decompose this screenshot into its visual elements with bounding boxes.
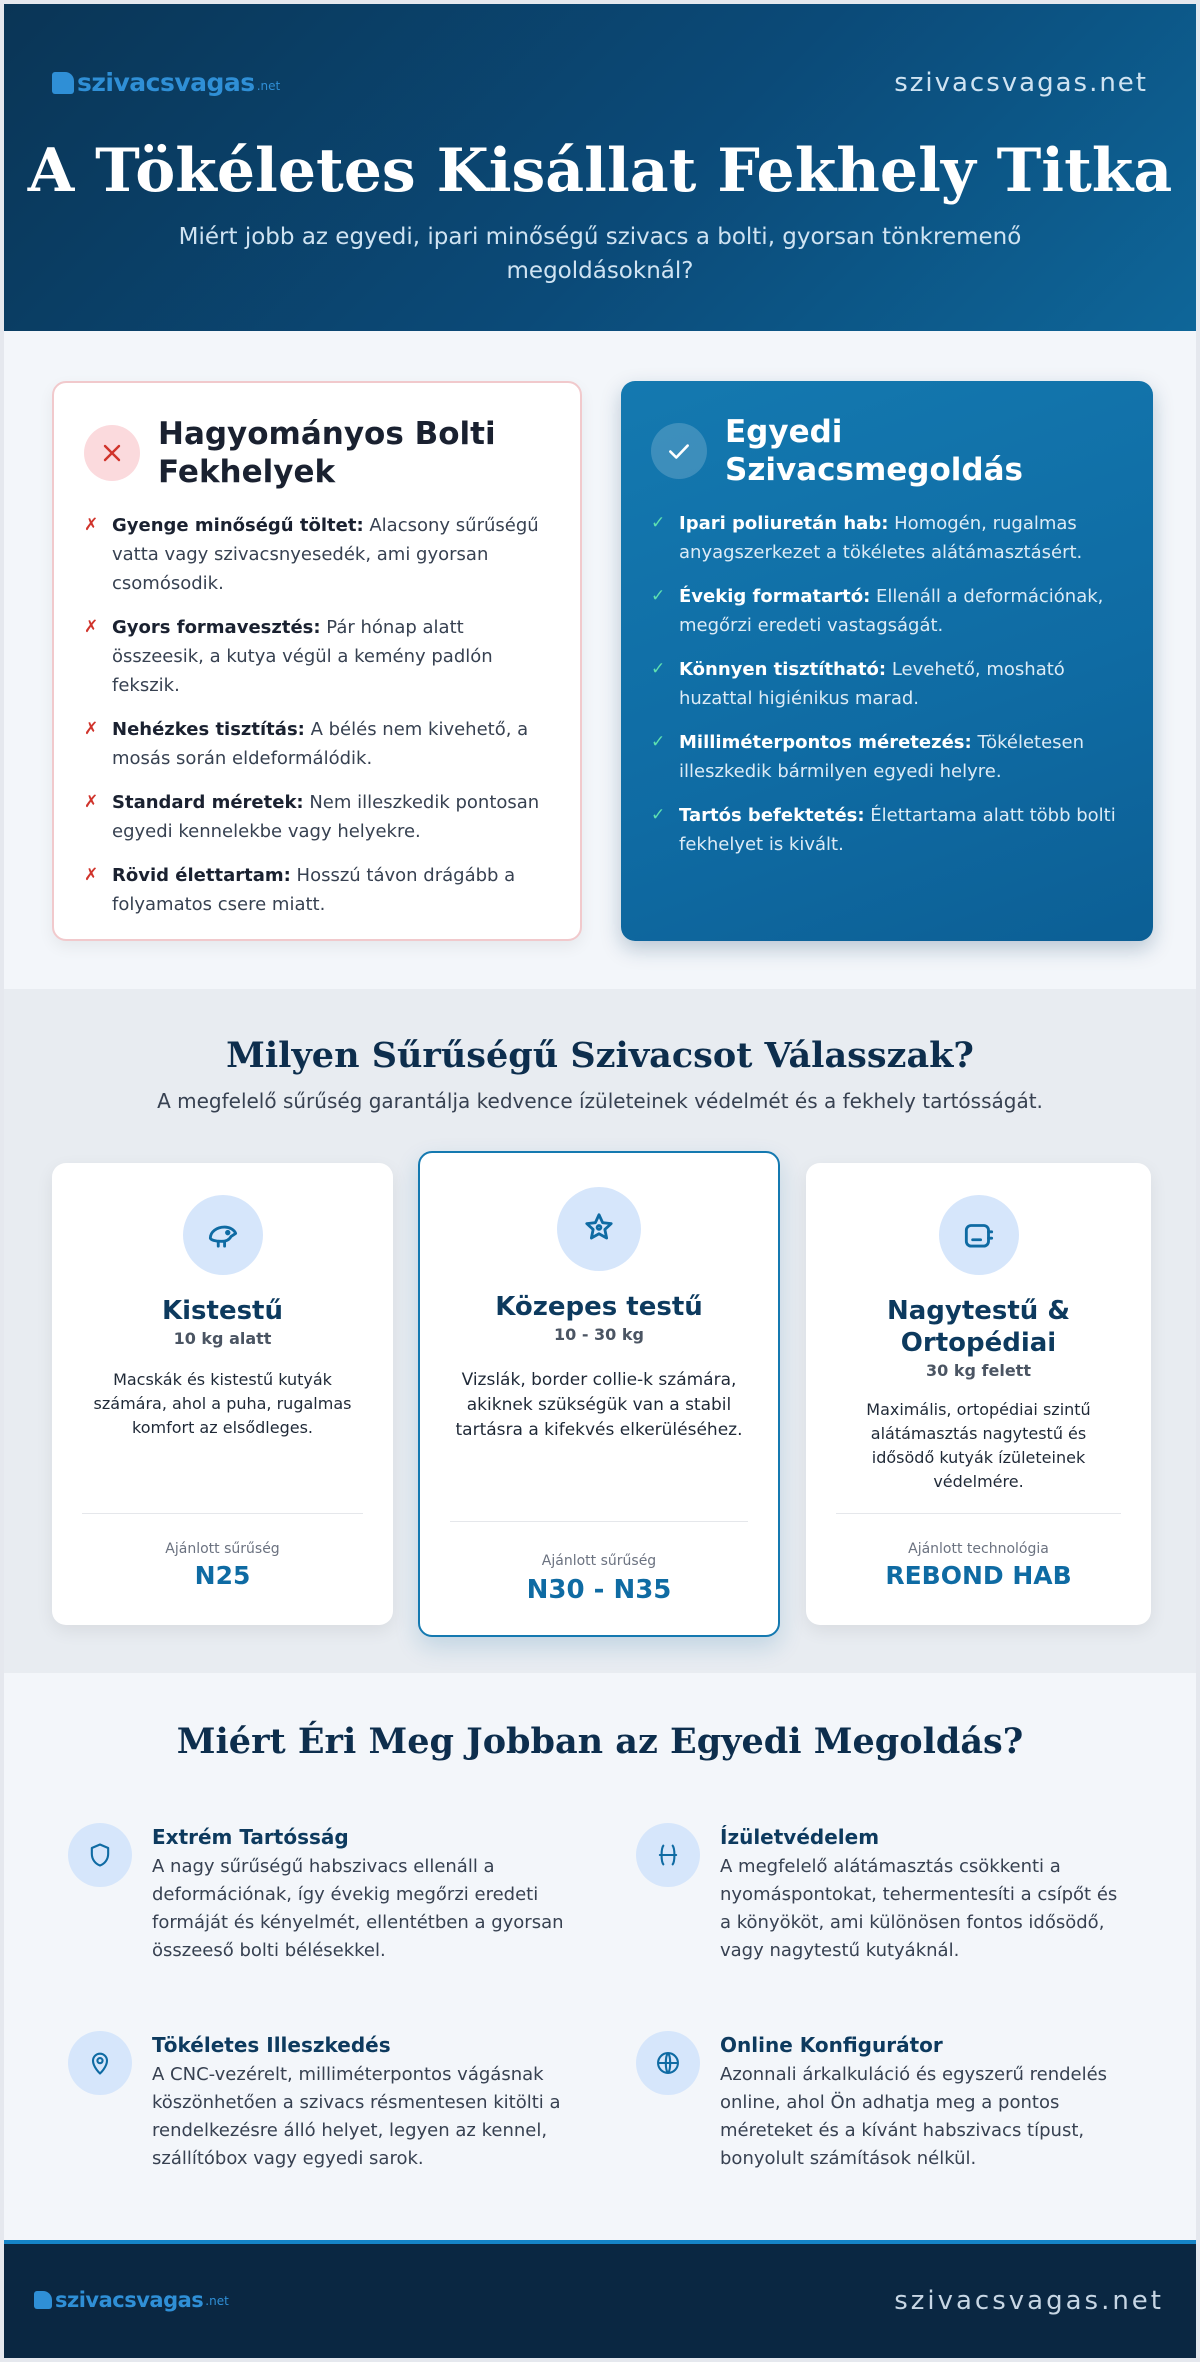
density-card-desc: Maximális, ortopédiai szintű alátámasztás nagytestű és idősödő kutyák ízületeinek védelmére. [866, 1400, 1091, 1491]
density-card-medium[interactable] [418, 1151, 780, 1637]
list-item [84, 613, 550, 700]
item-text: Alacsony sűrűségű vatta vagy szivacsnyesedék, ami gyorsan csomósodik. [112, 515, 539, 594]
page-title: A Tökéletes Kisállat Fekhely Titka [27, 136, 1173, 206]
list-item [651, 655, 1123, 713]
list-item [651, 509, 1123, 567]
logo-tld: .net [256, 79, 281, 93]
benefit-joint-protection [636, 1823, 1126, 1965]
list-item [651, 728, 1123, 786]
item-bold: Évekig formatartó: [679, 586, 871, 607]
density-card-weight: 30 kg felett [926, 1361, 1031, 1380]
divider [82, 1513, 363, 1514]
comparison-section [4, 331, 1196, 989]
recommended-value: N30 - N35 [526, 1575, 672, 1605]
item-bold: Tartós befektetés: [679, 805, 865, 826]
density-card-small[interactable] [52, 1163, 393, 1625]
recommended-label: Ajánlott technológia [908, 1541, 1049, 1557]
header-logo[interactable] [52, 68, 280, 97]
large-dog-icon [939, 1195, 1019, 1275]
small-dog-icon [183, 1195, 263, 1275]
item-text: Élettartama alatt több bolti fekhelyet is kivált. [679, 805, 1116, 855]
list-item [84, 715, 550, 773]
traditional-bed-card [52, 381, 582, 941]
density-card-name: Közepes testű [495, 1292, 703, 1322]
joint-icon [636, 1823, 700, 1887]
density-card-desc: Vizslák, border collie-k számára, akiknek szükségük van a stabil tartásra a kifekvés elkerüléséhez. [455, 1370, 743, 1440]
benefits-title: Miért Éri Meg Jobban az Egyedi Megoldás? [176, 1721, 1024, 1762]
custom-list [651, 509, 1123, 859]
item-text: Ellenáll a deformációnak, megőrzi eredeti vastagságát. [679, 586, 1104, 636]
density-card-name: Kistestű [161, 1296, 283, 1326]
recommended-value: REBOND HAB [885, 1561, 1072, 1590]
medium-dog-icon [557, 1187, 641, 1271]
check-mark-icon: ✓ [651, 513, 666, 533]
density-card-weight: 10 - 30 kg [554, 1325, 644, 1344]
custom-card-title: Egyedi Szivacsmegoldás [725, 414, 1023, 488]
item-bold: Könnyen tisztítható: [679, 659, 887, 680]
footer [4, 2240, 1196, 2358]
logo-word: szivacsvagas [55, 2288, 204, 2312]
list-item [651, 582, 1123, 640]
list-item [84, 511, 550, 598]
item-text: Tökéletesen illeszkedik bármilyen egyedi helyre. [679, 732, 1085, 782]
item-bold: Milliméterpontos méretezés: [679, 732, 972, 753]
density-lead: A megfelelő sűrűség garantálja kedvence ízületeinek védelmét és a fekhely tartósságát. [157, 1089, 1043, 1113]
list-item [84, 788, 550, 846]
shield-icon [68, 1823, 132, 1887]
cross-mark-icon: ✗ [84, 515, 99, 535]
item-bold: Ipari poliuretán hab: [679, 513, 889, 534]
benefit-title: Ízületvédelem [720, 1825, 880, 1849]
density-title: Milyen Sűrűségű Szivacsot Válasszak? [226, 1035, 974, 1076]
custom-foam-card [621, 381, 1153, 941]
benefit-title: Tökéletes Illeszkedés [152, 2033, 391, 2057]
benefit-text: A nagy sűrűségű habszivacs ellenáll a deformációnak, így évekig megőrzi eredeti formáját és kényelmét, ellentétben a gyorsan összeeső bolti bélésekkel. [152, 1856, 564, 1961]
density-card-large[interactable] [806, 1163, 1151, 1625]
benefits-section [4, 1673, 1196, 2240]
header-banner [4, 4, 1196, 331]
traditional-card-title: Hagyományos Bolti Fekhelyek [158, 416, 496, 490]
footer-domain[interactable]: szivacsvagas.net [894, 2286, 1164, 2316]
check-icon [651, 423, 707, 479]
cross-mark-icon: ✗ [84, 719, 99, 739]
benefit-title: Extrém Tartósság [152, 1825, 349, 1849]
recommended-value: N25 [194, 1561, 251, 1590]
check-mark-icon: ✓ [651, 805, 666, 825]
benefit-online-configurator [636, 2031, 1126, 2173]
benefit-durability [68, 1823, 568, 1965]
item-text: A bélés nem kivehető, a mosás során eldeformálódik. [112, 719, 529, 769]
list-item [651, 801, 1123, 859]
cross-mark-icon: ✗ [84, 865, 99, 885]
density-card-desc: Macskák és kistestű kutyák számára, ahol a puha, rugalmas komfort az elsődleges. [93, 1370, 352, 1437]
check-mark-icon: ✓ [651, 659, 666, 679]
logo-tld: .net [205, 2294, 229, 2308]
logo-word: szivacsvagas [77, 68, 255, 97]
item-bold: Nehézkes tisztítás: [112, 719, 305, 740]
logo-mark-icon [52, 72, 74, 94]
benefit-text: A CNC-vezérelt, milliméterpontos vágásnak köszönhetően a szivacs résmentesen kitölti a rendelkezésre álló helyet, legyen az kennel, szállítóbox vagy egyedi sarok. [152, 2064, 561, 2169]
location-pin-icon [68, 2031, 132, 2095]
recommended-label: Ajánlott sűrűség [541, 1553, 657, 1569]
benefit-perfect-fit [68, 2031, 568, 2173]
divider [836, 1513, 1121, 1514]
check-mark-icon: ✓ [651, 732, 666, 752]
header-domain: szivacsvagas.net [894, 68, 1148, 98]
density-section [4, 989, 1196, 1673]
globe-icon [636, 2031, 700, 2095]
item-text: Pár hónap alatt összeesik, a kutya végül a kemény padlón fekszik. [112, 617, 493, 696]
item-bold: Standard méretek: [112, 792, 304, 813]
benefit-title: Online Konfigurátor [720, 2033, 943, 2057]
item-text: Homogén, rugalmas anyagszerkezet a tökéletes alátámasztásért. [679, 513, 1083, 563]
density-card-name: Nagytestű & Ortopédiai [886, 1296, 1071, 1358]
footer-logo[interactable] [34, 2288, 229, 2312]
check-mark-icon: ✓ [651, 586, 666, 606]
item-text: Nem illeszkedik pontosan egyedi kennelekbe vagy helyekre. [112, 792, 540, 842]
item-text: Levehető, mosható huzattal higiénikus marad. [679, 659, 1065, 709]
density-card-weight: 10 kg alatt [173, 1329, 272, 1348]
x-icon [84, 425, 140, 481]
item-bold: Rövid élettartam: [112, 865, 291, 886]
recommended-label: Ajánlott sűrűség [165, 1541, 280, 1557]
item-bold: Gyenge minőségű töltet: [112, 515, 364, 536]
benefit-text: Azonnali árkalkuláció és egyszerű rendelés online, ahol Ön adhatja meg a pontos méreteket és a kívánt habszivacs típust, bonyolult számítások nélkül. [720, 2064, 1108, 2169]
item-text: Hosszú távon drágább a folyamatos csere miatt. [112, 865, 516, 915]
benefit-text: A megfelelő alátámasztás csökkenti a nyomáspontokat, tehermentesíti a csípőt és a könyököt, ami különösen fontos idősödő, vagy nagytestű kutyáknál. [720, 1856, 1118, 1961]
item-bold: Gyors formavesztés: [112, 617, 321, 638]
page-subtitle: Miért jobb az egyedi, ipari minőségű szivacs a bolti, gyorsan tönkremenő megoldásoknál? [178, 224, 1022, 284]
logo-mark-icon [34, 2291, 52, 2309]
cross-mark-icon: ✗ [84, 792, 99, 812]
divider [450, 1521, 748, 1522]
cross-mark-icon: ✗ [84, 617, 99, 637]
traditional-list [84, 511, 550, 919]
list-item [84, 861, 550, 919]
